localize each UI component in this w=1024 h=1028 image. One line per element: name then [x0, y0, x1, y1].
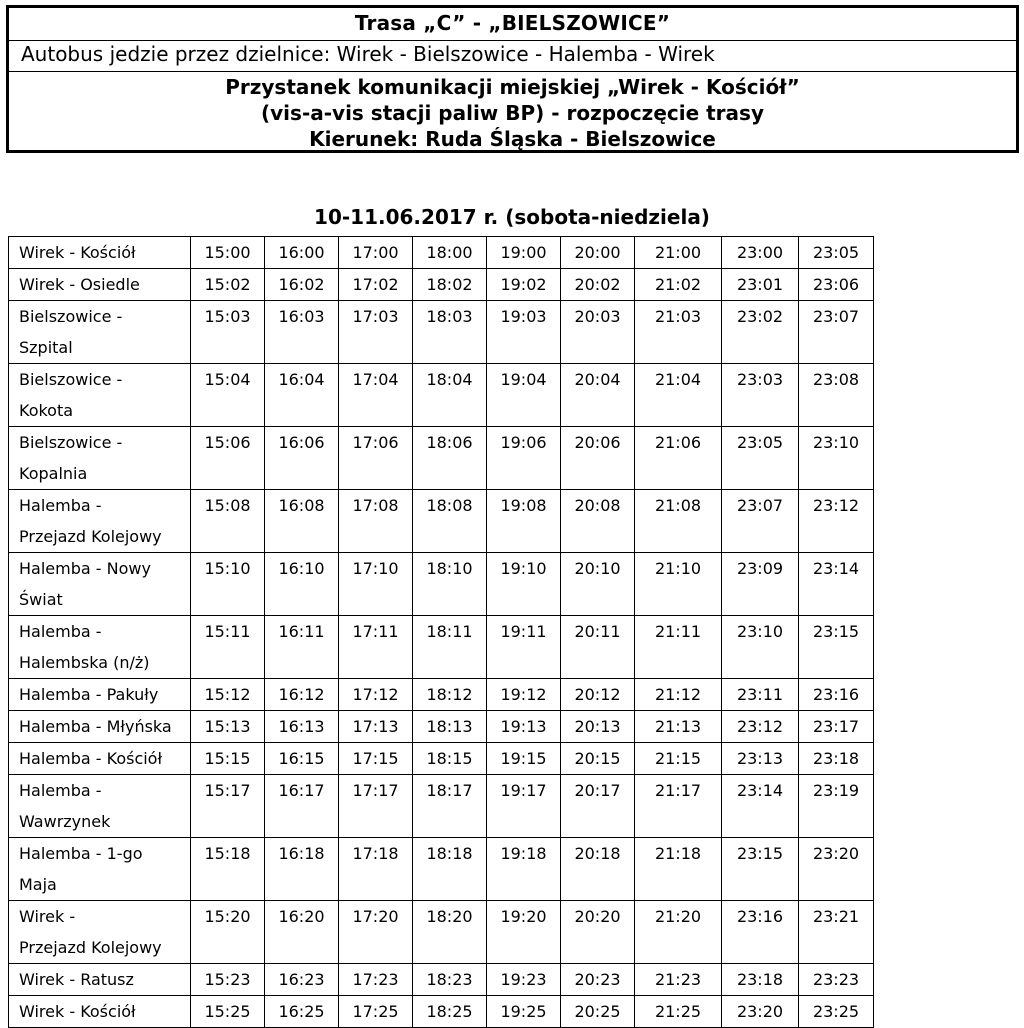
- departure-time-cell: 16:03: [265, 301, 339, 364]
- departure-time-cell: 17:00: [339, 237, 413, 269]
- departure-time-cell: 15:06: [191, 427, 265, 490]
- departure-time-cell: 20:23: [561, 964, 635, 996]
- departure-time-cell: 16:00: [265, 237, 339, 269]
- departure-time-cell: 16:18: [265, 838, 339, 901]
- departure-time-cell: 17:06: [339, 427, 413, 490]
- departure-time-cell: 17:02: [339, 269, 413, 301]
- departure-time-cell: 21:04: [635, 364, 722, 427]
- departure-time-cell: 23:19: [799, 775, 874, 838]
- stop-name-cell: Halemba - Przejazd Kolejowy: [9, 490, 191, 553]
- departure-time-cell: 19:06: [487, 427, 561, 490]
- departure-time-cell: 20:20: [561, 901, 635, 964]
- departure-time-cell: 23:05: [722, 427, 799, 490]
- departure-time-cell: 21:20: [635, 901, 722, 964]
- departure-time-cell: 20:02: [561, 269, 635, 301]
- stop-name-cell: Bielszowice - Kokota: [9, 364, 191, 427]
- departure-time-cell: 16:11: [265, 616, 339, 679]
- departure-time-cell: 16:10: [265, 553, 339, 616]
- departure-time-cell: 15:25: [191, 996, 265, 1028]
- stop-name-cell: Halemba - Nowy Świat: [9, 553, 191, 616]
- departure-time-cell: 23:20: [799, 838, 874, 901]
- departure-time-cell: 18:20: [413, 901, 487, 964]
- departure-time-cell: 17:04: [339, 364, 413, 427]
- departure-time-cell: 19:15: [487, 743, 561, 775]
- start-stop-note: (vis-a-vis stacji paliw BP) - rozpoczęcie trasy: [261, 101, 764, 125]
- table-row: [9, 301, 874, 364]
- departure-time-cell: 18:12: [413, 679, 487, 711]
- departure-time-cell: 15:13: [191, 711, 265, 743]
- departure-time-cell: 20:13: [561, 711, 635, 743]
- departure-time-cell: 21:15: [635, 743, 722, 775]
- stop-name-cell: Wirek - Kościół: [9, 996, 191, 1028]
- stop-name-cell: Bielszowice - Kopalnia: [9, 427, 191, 490]
- departure-time-cell: 20:06: [561, 427, 635, 490]
- departure-time-cell: 16:02: [265, 269, 339, 301]
- departure-time-cell: 18:25: [413, 996, 487, 1028]
- table-row: [9, 901, 874, 964]
- departure-time-cell: 19:02: [487, 269, 561, 301]
- departure-time-cell: 18:13: [413, 711, 487, 743]
- departure-time-cell: 23:00: [722, 237, 799, 269]
- departure-time-cell: 15:08: [191, 490, 265, 553]
- table-row: [9, 679, 874, 711]
- departure-time-cell: 17:17: [339, 775, 413, 838]
- departure-time-cell: 21:10: [635, 553, 722, 616]
- departure-time-cell: 23:17: [799, 711, 874, 743]
- departure-time-cell: 23:16: [799, 679, 874, 711]
- departure-time-cell: 21:08: [635, 490, 722, 553]
- departure-time-cell: 16:12: [265, 679, 339, 711]
- departure-time-cell: 20:25: [561, 996, 635, 1028]
- departure-time-cell: 18:23: [413, 964, 487, 996]
- start-stop-line: Przystanek komunikacji miejskiej „Wirek - Kościół”: [225, 75, 800, 99]
- departure-time-cell: 18:03: [413, 301, 487, 364]
- departure-time-cell: 17:12: [339, 679, 413, 711]
- departure-time-cell: 15:20: [191, 901, 265, 964]
- departure-time-cell: 15:10: [191, 553, 265, 616]
- departure-time-cell: 21:12: [635, 679, 722, 711]
- departure-time-cell: 23:07: [722, 490, 799, 553]
- schedule-date-title: 10-11.06.2017 r. (sobota-niedziela): [314, 205, 710, 229]
- stop-name-cell: Wirek - Osiedle: [9, 269, 191, 301]
- departure-time-cell: 17:25: [339, 996, 413, 1028]
- departure-time-cell: 15:03: [191, 301, 265, 364]
- route-districts: Autobus jedzie przez dzielnice: Wirek - Bielszowice - Halemba - Wirek: [21, 42, 715, 66]
- departure-time-cell: 15:18: [191, 838, 265, 901]
- departure-time-cell: 20:11: [561, 616, 635, 679]
- departure-time-cell: 23:03: [722, 364, 799, 427]
- departure-time-cell: 21:06: [635, 427, 722, 490]
- departure-time-cell: 19:18: [487, 838, 561, 901]
- departure-time-cell: 15:17: [191, 775, 265, 838]
- header-divider: [9, 71, 1016, 72]
- departure-time-cell: 23:16: [722, 901, 799, 964]
- departure-time-cell: 20:15: [561, 743, 635, 775]
- departure-time-cell: 19:03: [487, 301, 561, 364]
- departure-time-cell: 20:17: [561, 775, 635, 838]
- departure-time-cell: 17:11: [339, 616, 413, 679]
- departure-time-cell: 23:15: [799, 616, 874, 679]
- stop-name-cell: Halemba - Kościół: [9, 743, 191, 775]
- departure-time-cell: 16:17: [265, 775, 339, 838]
- route-title: Trasa „C” - „BIELSZOWICE”: [354, 11, 671, 35]
- departure-time-cell: 23:18: [799, 743, 874, 775]
- departure-time-cell: 23:10: [799, 427, 874, 490]
- table-row: [9, 775, 874, 838]
- departure-time-cell: 23:08: [799, 364, 874, 427]
- departure-time-cell: 23:09: [722, 553, 799, 616]
- departure-time-cell: 19:20: [487, 901, 561, 964]
- departure-time-cell: 23:21: [799, 901, 874, 964]
- departure-time-cell: 18:02: [413, 269, 487, 301]
- departure-time-cell: 19:11: [487, 616, 561, 679]
- departure-time-cell: 16:15: [265, 743, 339, 775]
- departure-time-cell: 23:12: [799, 490, 874, 553]
- departure-time-cell: 18:06: [413, 427, 487, 490]
- departure-time-cell: 16:20: [265, 901, 339, 964]
- departure-time-cell: 23:01: [722, 269, 799, 301]
- departure-time-cell: 23:11: [722, 679, 799, 711]
- departure-time-cell: 20:18: [561, 838, 635, 901]
- stop-name-cell: Bielszowice - Szpital: [9, 301, 191, 364]
- departure-time-cell: 17:13: [339, 711, 413, 743]
- departure-time-cell: 21:17: [635, 775, 722, 838]
- departure-time-cell: 15:02: [191, 269, 265, 301]
- departure-time-cell: 23:10: [722, 616, 799, 679]
- departure-time-cell: 15:15: [191, 743, 265, 775]
- departure-time-cell: 18:10: [413, 553, 487, 616]
- departure-time-cell: 15:04: [191, 364, 265, 427]
- departure-time-cell: 16:08: [265, 490, 339, 553]
- departure-time-cell: 23:02: [722, 301, 799, 364]
- departure-time-cell: 16:25: [265, 996, 339, 1028]
- timetable-body: [9, 237, 874, 1028]
- departure-time-cell: 17:20: [339, 901, 413, 964]
- departure-time-cell: 21:13: [635, 711, 722, 743]
- departure-time-cell: 16:13: [265, 711, 339, 743]
- departure-time-cell: 21:25: [635, 996, 722, 1028]
- departure-time-cell: 18:00: [413, 237, 487, 269]
- departure-time-cell: 21:18: [635, 838, 722, 901]
- departure-time-cell: 17:03: [339, 301, 413, 364]
- departure-time-cell: 17:08: [339, 490, 413, 553]
- departure-time-cell: 20:12: [561, 679, 635, 711]
- stop-name-cell: Wirek - Kościół: [9, 237, 191, 269]
- stop-name-cell: Halemba - 1-go Maja: [9, 838, 191, 901]
- departure-time-cell: 21:00: [635, 237, 722, 269]
- departure-time-cell: 16:04: [265, 364, 339, 427]
- table-row: [9, 269, 874, 301]
- departure-time-cell: 21:11: [635, 616, 722, 679]
- departure-time-cell: 23:12: [722, 711, 799, 743]
- departure-time-cell: 23:06: [799, 269, 874, 301]
- departure-time-cell: 21:23: [635, 964, 722, 996]
- start-stop-info: [9, 74, 1016, 152]
- stop-name-cell: Halemba - Halembska (n/ż): [9, 616, 191, 679]
- table-row: [9, 616, 874, 679]
- departure-time-cell: 19:04: [487, 364, 561, 427]
- departure-time-cell: 18:18: [413, 838, 487, 901]
- departure-time-cell: 20:10: [561, 553, 635, 616]
- table-row: [9, 490, 874, 553]
- departure-time-cell: 16:23: [265, 964, 339, 996]
- departure-time-cell: 15:00: [191, 237, 265, 269]
- route-header: [6, 5, 1019, 153]
- departure-time-cell: 19:23: [487, 964, 561, 996]
- departure-time-cell: 19:12: [487, 679, 561, 711]
- table-row: [9, 743, 874, 775]
- departure-time-cell: 23:07: [799, 301, 874, 364]
- departure-time-cell: 21:03: [635, 301, 722, 364]
- departure-time-cell: 19:10: [487, 553, 561, 616]
- departure-time-cell: 19:13: [487, 711, 561, 743]
- departure-time-cell: 17:10: [339, 553, 413, 616]
- departure-time-cell: 23:23: [799, 964, 874, 996]
- departure-time-cell: 20:00: [561, 237, 635, 269]
- departure-time-cell: 23:20: [722, 996, 799, 1028]
- direction-line: Kierunek: Ruda Śląska - Bielszowice: [309, 127, 716, 151]
- departure-time-cell: 18:17: [413, 775, 487, 838]
- departure-time-cell: 23:14: [799, 553, 874, 616]
- table-row: [9, 427, 874, 490]
- stop-name-cell: Halemba - Pakuły: [9, 679, 191, 711]
- table-row: [9, 964, 874, 996]
- stop-name-cell: Halemba - Młyńska: [9, 711, 191, 743]
- departure-time-cell: 23:05: [799, 237, 874, 269]
- departure-time-cell: 19:00: [487, 237, 561, 269]
- departure-time-cell: 18:08: [413, 490, 487, 553]
- departure-time-cell: 17:23: [339, 964, 413, 996]
- departure-time-cell: 17:18: [339, 838, 413, 901]
- departure-time-cell: 15:12: [191, 679, 265, 711]
- departure-time-cell: 18:11: [413, 616, 487, 679]
- departure-time-cell: 23:13: [722, 743, 799, 775]
- stop-name-cell: Halemba - Wawrzynek: [9, 775, 191, 838]
- departure-time-cell: 18:04: [413, 364, 487, 427]
- table-row: [9, 237, 874, 269]
- departure-time-cell: 19:25: [487, 996, 561, 1028]
- departure-time-cell: 15:11: [191, 616, 265, 679]
- stop-name-cell: Wirek - Przejazd Kolejowy: [9, 901, 191, 964]
- departure-time-cell: 17:15: [339, 743, 413, 775]
- departure-time-cell: 23:15: [722, 838, 799, 901]
- table-row: [9, 364, 874, 427]
- stop-name-cell: Wirek - Ratusz: [9, 964, 191, 996]
- header-divider: [9, 40, 1016, 41]
- departure-time-cell: 18:15: [413, 743, 487, 775]
- departure-time-cell: 23:14: [722, 775, 799, 838]
- departure-time-cell: 19:08: [487, 490, 561, 553]
- departure-time-cell: 20:04: [561, 364, 635, 427]
- departure-time-cell: 20:03: [561, 301, 635, 364]
- departure-time-cell: 19:17: [487, 775, 561, 838]
- departure-time-cell: 16:06: [265, 427, 339, 490]
- departure-time-cell: 21:02: [635, 269, 722, 301]
- table-row: [9, 838, 874, 901]
- departure-time-cell: 15:23: [191, 964, 265, 996]
- timetable: [8, 236, 874, 1028]
- table-row: [9, 553, 874, 616]
- departure-time-cell: 20:08: [561, 490, 635, 553]
- departure-time-cell: 23:25: [799, 996, 874, 1028]
- table-row: [9, 711, 874, 743]
- departure-time-cell: 23:18: [722, 964, 799, 996]
